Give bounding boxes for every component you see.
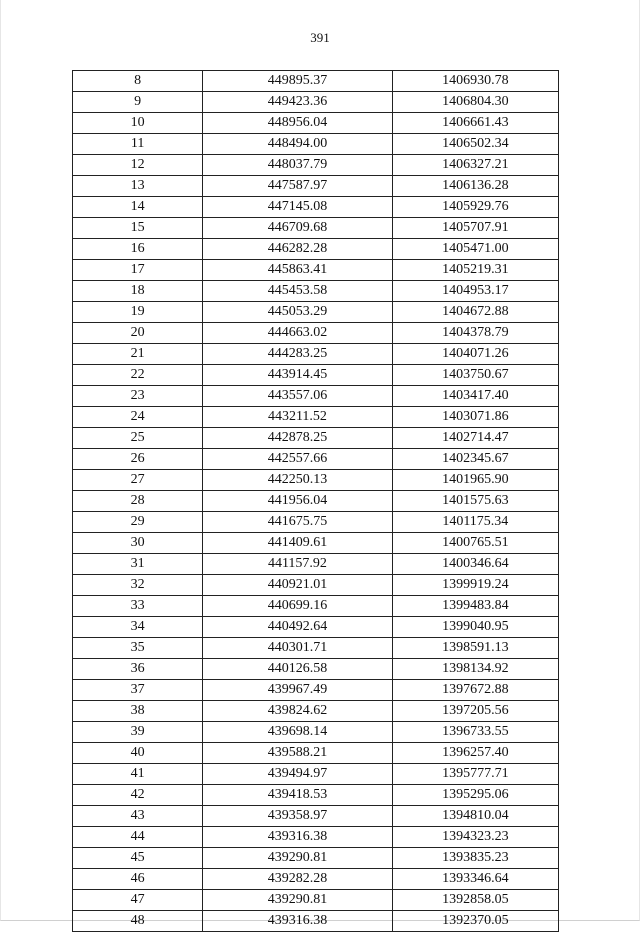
point-number-cell: 28 [73, 491, 203, 512]
y-coordinate-cell: 1404672.88 [392, 302, 558, 323]
y-coordinate-cell: 1401175.34 [392, 512, 558, 533]
point-number-cell: 40 [73, 743, 203, 764]
y-coordinate-cell: 1401965.90 [392, 470, 558, 491]
point-number-cell: 34 [73, 617, 203, 638]
point-number-cell: 41 [73, 764, 203, 785]
table-row [73, 617, 559, 638]
x-coordinate-cell: 444663.02 [203, 323, 392, 344]
x-coordinate-cell: 440492.64 [203, 617, 392, 638]
x-coordinate-cell: 444283.25 [203, 344, 392, 365]
point-number-cell: 21 [73, 344, 203, 365]
point-number-cell: 43 [73, 806, 203, 827]
x-coordinate-cell: 441409.61 [203, 533, 392, 554]
x-coordinate-cell: 439290.81 [203, 890, 392, 911]
y-coordinate-cell: 1396257.40 [392, 743, 558, 764]
y-coordinate-cell: 1397672.88 [392, 680, 558, 701]
table-row [73, 638, 559, 659]
x-coordinate-cell: 439588.21 [203, 743, 392, 764]
table-row [73, 659, 559, 680]
y-coordinate-cell: 1400765.51 [392, 533, 558, 554]
y-coordinate-cell: 1406327.21 [392, 155, 558, 176]
y-coordinate-cell: 1402345.67 [392, 449, 558, 470]
y-coordinate-cell: 1405707.91 [392, 218, 558, 239]
table-row [73, 470, 559, 491]
x-coordinate-cell: 446282.28 [203, 239, 392, 260]
y-coordinate-cell: 1404071.26 [392, 344, 558, 365]
y-coordinate-cell: 1398134.92 [392, 659, 558, 680]
table-row [73, 554, 559, 575]
x-coordinate-cell: 445863.41 [203, 260, 392, 281]
x-coordinate-cell: 443211.52 [203, 407, 392, 428]
y-coordinate-cell: 1392370.05 [392, 911, 558, 932]
y-coordinate-cell: 1405471.00 [392, 239, 558, 260]
x-coordinate-cell: 448956.04 [203, 113, 392, 134]
table-row [73, 743, 559, 764]
y-coordinate-cell: 1394810.04 [392, 806, 558, 827]
point-number-cell: 30 [73, 533, 203, 554]
x-coordinate-cell: 441157.92 [203, 554, 392, 575]
x-coordinate-cell: 440699.16 [203, 596, 392, 617]
x-coordinate-cell: 441956.04 [203, 491, 392, 512]
x-coordinate-cell: 442250.13 [203, 470, 392, 491]
point-number-cell: 25 [73, 428, 203, 449]
y-coordinate-cell: 1406804.30 [392, 92, 558, 113]
x-coordinate-cell: 439967.49 [203, 680, 392, 701]
y-coordinate-cell: 1399040.95 [392, 617, 558, 638]
table-row [73, 365, 559, 386]
y-coordinate-cell: 1403750.67 [392, 365, 558, 386]
y-coordinate-cell: 1406930.78 [392, 71, 558, 92]
x-coordinate-cell: 439316.38 [203, 827, 392, 848]
table-row [73, 218, 559, 239]
coordinate-table [72, 70, 559, 932]
table-row [73, 71, 559, 92]
y-coordinate-cell: 1393835.23 [392, 848, 558, 869]
x-coordinate-cell: 441675.75 [203, 512, 392, 533]
x-coordinate-cell: 439698.14 [203, 722, 392, 743]
y-coordinate-cell: 1399919.24 [392, 575, 558, 596]
point-number-cell: 38 [73, 701, 203, 722]
point-number-cell: 48 [73, 911, 203, 932]
y-coordinate-cell: 1405929.76 [392, 197, 558, 218]
y-coordinate-cell: 1393346.64 [392, 869, 558, 890]
table-row [73, 911, 559, 932]
y-coordinate-cell: 1399483.84 [392, 596, 558, 617]
point-number-cell: 27 [73, 470, 203, 491]
table-row [73, 848, 559, 869]
table-row [73, 596, 559, 617]
y-coordinate-cell: 1396733.55 [392, 722, 558, 743]
x-coordinate-cell: 442878.25 [203, 428, 392, 449]
point-number-cell: 26 [73, 449, 203, 470]
x-coordinate-cell: 449423.36 [203, 92, 392, 113]
table-row [73, 386, 559, 407]
point-number-cell: 16 [73, 239, 203, 260]
table-row [73, 176, 559, 197]
table-row [73, 260, 559, 281]
table-row [73, 680, 559, 701]
x-coordinate-cell: 439282.28 [203, 869, 392, 890]
point-number-cell: 12 [73, 155, 203, 176]
x-coordinate-cell: 443557.06 [203, 386, 392, 407]
point-number-cell: 8 [73, 71, 203, 92]
table-row [73, 302, 559, 323]
table-row [73, 764, 559, 785]
y-coordinate-cell: 1400346.64 [392, 554, 558, 575]
x-coordinate-cell: 439290.81 [203, 848, 392, 869]
x-coordinate-cell: 447587.97 [203, 176, 392, 197]
x-coordinate-cell: 440126.58 [203, 659, 392, 680]
point-number-cell: 32 [73, 575, 203, 596]
y-coordinate-cell: 1402714.47 [392, 428, 558, 449]
table-row [73, 407, 559, 428]
table-row [73, 449, 559, 470]
x-coordinate-cell: 445453.58 [203, 281, 392, 302]
point-number-cell: 13 [73, 176, 203, 197]
y-coordinate-cell: 1403417.40 [392, 386, 558, 407]
point-number-cell: 46 [73, 869, 203, 890]
x-coordinate-cell: 439494.97 [203, 764, 392, 785]
table-row [73, 806, 559, 827]
table-row [73, 281, 559, 302]
table-row [73, 512, 559, 533]
point-number-cell: 17 [73, 260, 203, 281]
x-coordinate-cell: 448494.00 [203, 134, 392, 155]
point-number-cell: 33 [73, 596, 203, 617]
point-number-cell: 47 [73, 890, 203, 911]
table-row [73, 701, 559, 722]
point-number-cell: 14 [73, 197, 203, 218]
point-number-cell: 24 [73, 407, 203, 428]
point-number-cell: 36 [73, 659, 203, 680]
table-row [73, 239, 559, 260]
table-row [73, 323, 559, 344]
table-row [73, 113, 559, 134]
x-coordinate-cell: 439358.97 [203, 806, 392, 827]
table-row [73, 785, 559, 806]
y-coordinate-cell: 1395295.06 [392, 785, 558, 806]
table-row [73, 428, 559, 449]
y-coordinate-cell: 1404953.17 [392, 281, 558, 302]
x-coordinate-cell: 440301.71 [203, 638, 392, 659]
point-number-cell: 39 [73, 722, 203, 743]
x-coordinate-cell: 439316.38 [203, 911, 392, 932]
y-coordinate-cell: 1392858.05 [392, 890, 558, 911]
point-number-cell: 11 [73, 134, 203, 155]
y-coordinate-cell: 1403071.86 [392, 407, 558, 428]
point-number-cell: 29 [73, 512, 203, 533]
x-coordinate-cell: 446709.68 [203, 218, 392, 239]
x-coordinate-cell: 449895.37 [203, 71, 392, 92]
table-row [73, 890, 559, 911]
point-number-cell: 42 [73, 785, 203, 806]
point-number-cell: 23 [73, 386, 203, 407]
coordinate-table-body [73, 71, 559, 932]
point-number-cell: 37 [73, 680, 203, 701]
x-coordinate-cell: 447145.08 [203, 197, 392, 218]
y-coordinate-cell: 1406502.34 [392, 134, 558, 155]
point-number-cell: 35 [73, 638, 203, 659]
point-number-cell: 19 [73, 302, 203, 323]
table-row [73, 134, 559, 155]
y-coordinate-cell: 1406136.28 [392, 176, 558, 197]
point-number-cell: 15 [73, 218, 203, 239]
y-coordinate-cell: 1395777.71 [392, 764, 558, 785]
y-coordinate-cell: 1405219.31 [392, 260, 558, 281]
x-coordinate-cell: 445053.29 [203, 302, 392, 323]
point-number-cell: 44 [73, 827, 203, 848]
y-coordinate-cell: 1398591.13 [392, 638, 558, 659]
table-row [73, 827, 559, 848]
table-row [73, 575, 559, 596]
page-number: 391 [310, 30, 330, 45]
table-row [73, 533, 559, 554]
point-number-cell: 10 [73, 113, 203, 134]
y-coordinate-cell: 1394323.23 [392, 827, 558, 848]
y-coordinate-cell: 1401575.63 [392, 491, 558, 512]
x-coordinate-cell: 440921.01 [203, 575, 392, 596]
x-coordinate-cell: 442557.66 [203, 449, 392, 470]
point-number-cell: 20 [73, 323, 203, 344]
table-row [73, 869, 559, 890]
table-row [73, 197, 559, 218]
y-coordinate-cell: 1406661.43 [392, 113, 558, 134]
point-number-cell: 22 [73, 365, 203, 386]
x-coordinate-cell: 439824.62 [203, 701, 392, 722]
x-coordinate-cell: 443914.45 [203, 365, 392, 386]
y-coordinate-cell: 1404378.79 [392, 323, 558, 344]
point-number-cell: 18 [73, 281, 203, 302]
point-number-cell: 45 [73, 848, 203, 869]
x-coordinate-cell: 448037.79 [203, 155, 392, 176]
table-row [73, 722, 559, 743]
table-row [73, 92, 559, 113]
table-row [73, 344, 559, 365]
table-row [73, 155, 559, 176]
table-row [73, 491, 559, 512]
point-number-cell: 31 [73, 554, 203, 575]
y-coordinate-cell: 1397205.56 [392, 701, 558, 722]
x-coordinate-cell: 439418.53 [203, 785, 392, 806]
point-number-cell: 9 [73, 92, 203, 113]
